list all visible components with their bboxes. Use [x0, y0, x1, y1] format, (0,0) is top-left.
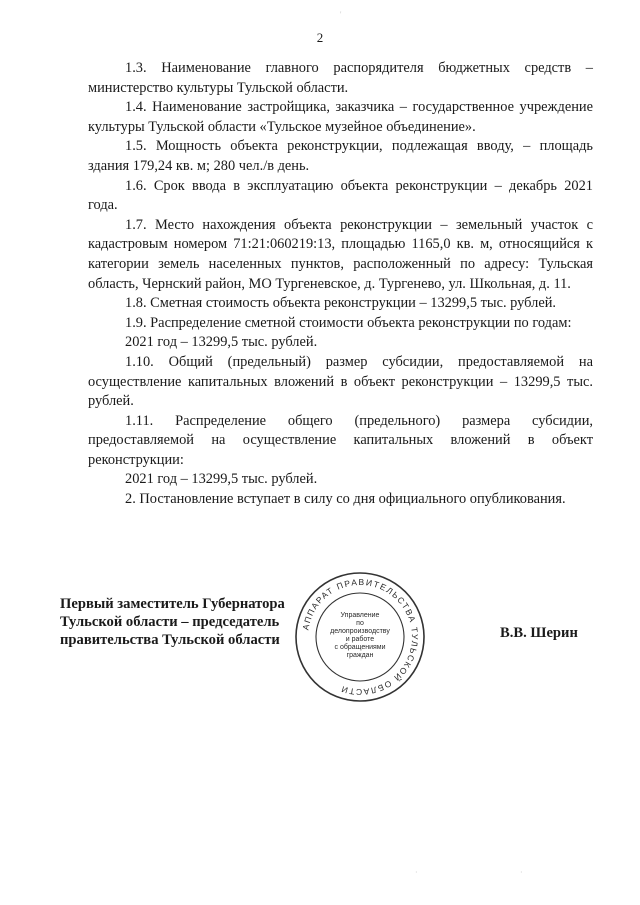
scan-speck: · — [520, 868, 523, 877]
stamp-ring-text: АППАРАТ ПРАВИТЕЛЬСТВА ТУЛЬСКОЙ ОБЛАСТИ — [300, 576, 421, 698]
signatory-title-line: Тульской области – председатель — [60, 614, 280, 630]
page-number: 2 — [316, 30, 324, 45]
paragraph-1-9-year: 2021 год – 13299,5 тыс. рублей. — [125, 334, 318, 351]
paragraph-1-6: 1.6. Срок ввода в эксплуатацию объекта реконструкции – декабрь 2021 года. — [88, 177, 593, 214]
signatory-title-line: Первый заместитель Губернатора — [60, 596, 285, 612]
paragraph-1-4: 1.4. Наименование застройщика, заказчика – государственное учреждение культуры Тульской области «Тульское музейное объединение». — [88, 99, 593, 135]
signatory-title-line: правительства Тульской области — [60, 632, 280, 648]
stamp-inner-text — [330, 612, 390, 660]
paragraph-1-7: 1.7. Место нахождения объекта реконструкции – земельный участок с кадастровым номером 71:21:060219:13, площадью 1165,0 кв. м, относящийся к категории земель населенных пунктов, расположенный по адресу: Тульская область, Чернский район, МО Тургеневское, д. Тургенево, ул. Школьная, д. 11. — [88, 216, 593, 292]
signatory-title — [60, 595, 285, 649]
paragraph-1-10: 1.10. Общий (предельный) размер субсидии, предоставляемой на осуществление капитальных вложений в объект реконструкции – 13299,5 тыс. рублей. — [88, 353, 593, 410]
paragraph-1-9: 1.9. Распределение сметной стоимости объекта реконструкции по годам: — [125, 314, 572, 331]
stamp-inner-line: Управление — [340, 612, 380, 619]
paragraph-1-5: 1.5. Мощность объекта реконструкции, подлежащая вводу, – площадь здания 179,24 кв. м; 280 чел./в день. — [88, 138, 593, 174]
scan-speck: ' — [340, 10, 342, 19]
stamp-inner-line: с обращениями — [334, 644, 386, 651]
scan-speck: · — [415, 868, 418, 877]
official-stamp — [293, 570, 427, 704]
paragraph-1-8: 1.8. Сметная стоимость объекта реконструкции – 13299,5 тыс. рублей. — [125, 295, 557, 312]
stamp-inner-line: и работе — [345, 636, 375, 643]
stamp-inner-line: граждан — [346, 652, 374, 659]
paragraph-1-3: 1.3. Наименование главного распорядителя бюджетных средств – министерство культуры Тульской области. — [88, 60, 593, 96]
stamp-inner-line: по делопроизводству — [330, 620, 390, 635]
paragraph-1-11: 1.11. Распределение общего (предельного) размера субсидии, предоставляемой на осуществление капитальных вложений в объект реконструкции: — [88, 412, 593, 468]
paragraph-1-11-year: 2021 год – 13299,5 тыс. рублей. — [125, 471, 318, 488]
signatory-name: В.В. Шерин — [500, 625, 578, 641]
paragraph-2: 2. Постановление вступает в силу со дня официального опубликования. — [125, 491, 566, 508]
document-body — [88, 59, 593, 510]
